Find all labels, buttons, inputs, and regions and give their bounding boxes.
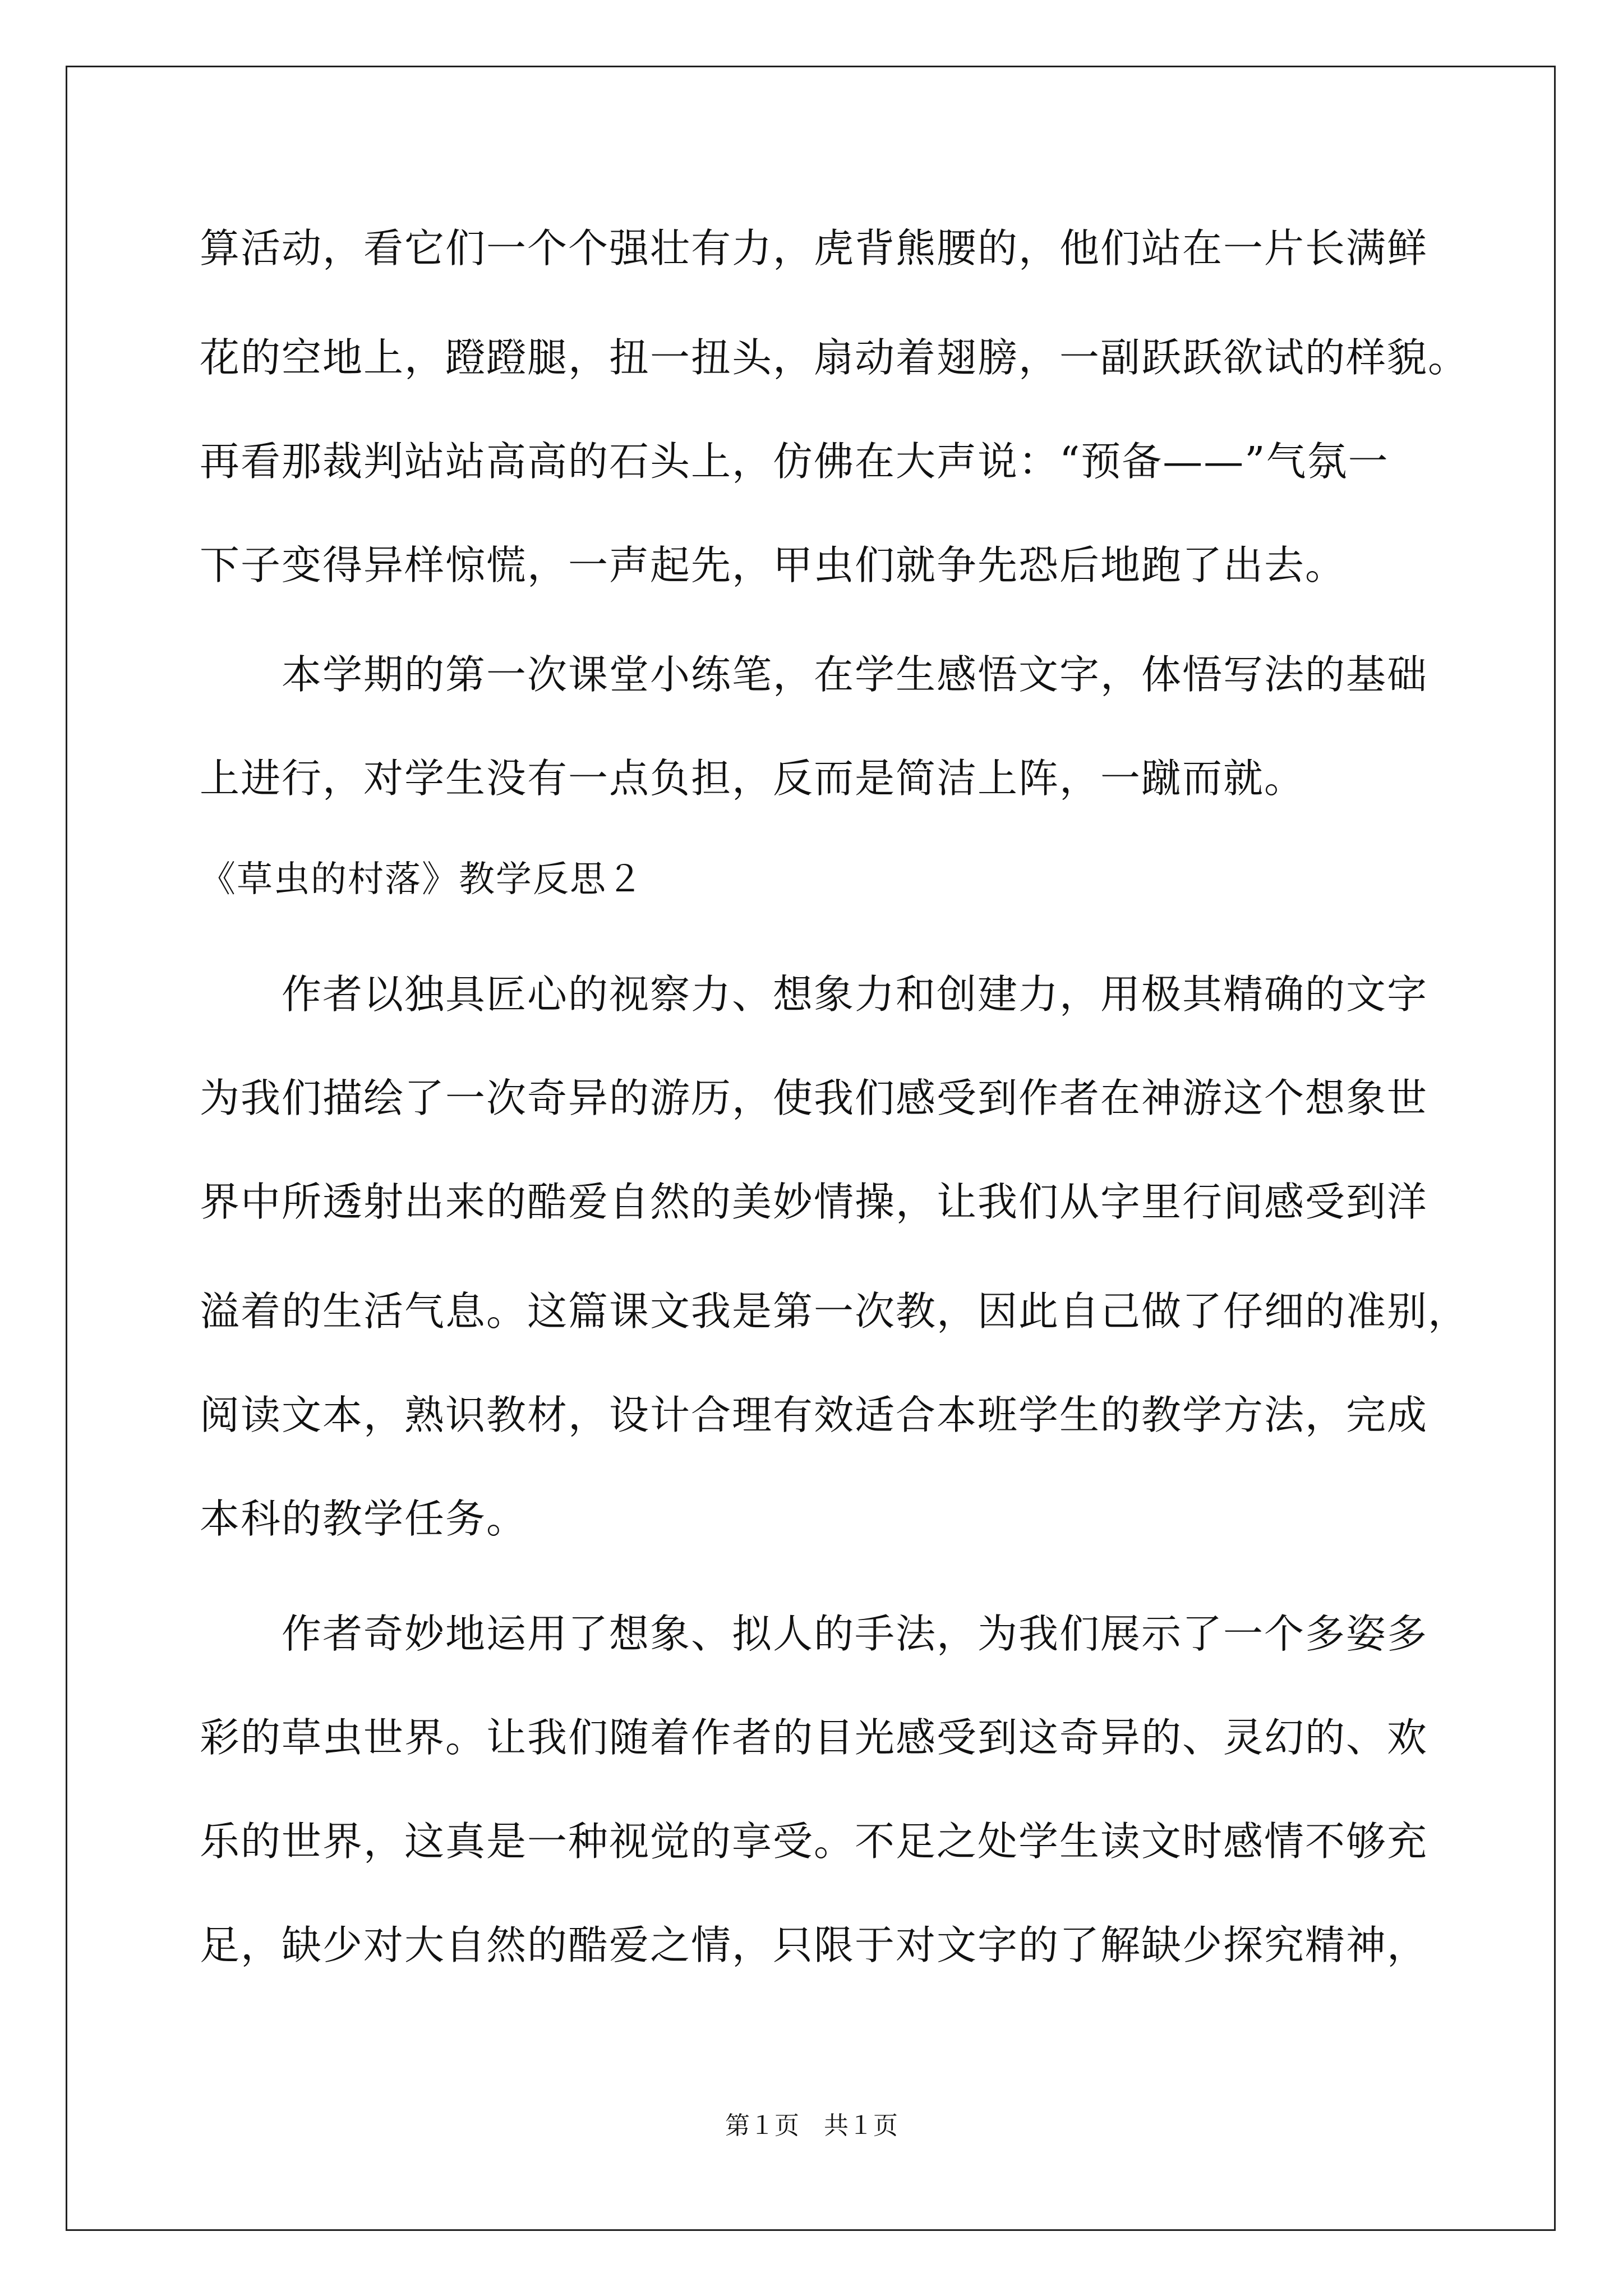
page-border	[66, 66, 1556, 2231]
body-text-line: 为我们描绘了一次奇异的游历，使我们感受到作者在神游这个想象世	[200, 1075, 1428, 1121]
body-text-line: 作者奇妙地运用了想象、拟人的手法，为我们展示了一个多姿多	[200, 1611, 1428, 1657]
body-text-line: 本学期的第一次课堂小练笔，在学生感悟文字，体悟写法的基础	[200, 651, 1428, 698]
body-text-line: 足，缺少对大自然的酷爱之情，只限于对文字的了解缺少探究精神，	[200, 1922, 1428, 1968]
body-text-line: 本科的教学任务。	[200, 1496, 528, 1542]
section-heading: 《草虫的村落》教学反思２	[200, 859, 644, 900]
body-text-line: 彩的草虫世界。让我们随着作者的目光感受到这奇异的、灵幻的、欢	[200, 1714, 1428, 1761]
body-text-line: 花的空地上，蹬蹬腿，扭一扭头，扇动着翅膀，一副跃跃欲试的样貌。	[200, 334, 1469, 381]
page-footer: 第１页 共１页	[725, 2111, 898, 2140]
body-text-line: 下子变得异样惊慌，一声起先，甲虫们就争先恐后地跑了出去。	[200, 542, 1347, 588]
body-text-line: 上进行，对学生没有一点负担，反而是简洁上阵，一蹴而就。	[200, 755, 1306, 802]
body-text-line: 界中所透射出来的酷爱自然的美妙情操，让我们从字里行间感受到洋	[200, 1179, 1428, 1225]
body-text-line: 再看那裁判站站高高的石头上，仿佛在大声说：“预备——”气氛一	[200, 438, 1389, 485]
body-text-line: 作者以独具匠心的视察力、想象力和创建力，用极其精确的文字	[200, 971, 1428, 1018]
body-text-line: 乐的世界，这真是一种视觉的享受。不足之处学生读文时感情不够充	[200, 1818, 1428, 1865]
body-text-line: 算活动，看它们一个个强壮有力，虎背熊腰的，他们站在一片长满鲜	[200, 225, 1428, 272]
body-text-line: 阅读文本，熟识教材，设计合理有效适合本班学生的教学方法，完成	[200, 1392, 1428, 1438]
body-text-line: 溢着的生活气息。这篇课文我是第一次教，因此自己做了仔细的准别，	[200, 1288, 1469, 1335]
